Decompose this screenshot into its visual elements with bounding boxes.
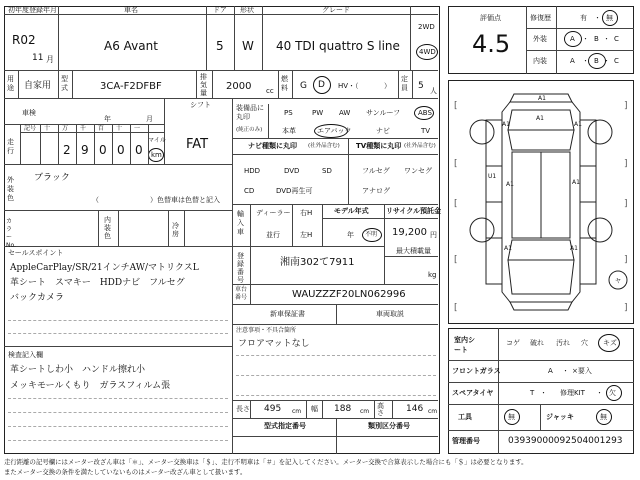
mileage-digit-header: 十 [44,125,51,132]
nav-item: HDD [244,167,261,175]
color-no-label: カラーNo. [6,218,16,249]
length-label: 長さ [236,405,250,413]
mileage-unit-km: km [151,151,162,159]
bracket-r5: ] [624,303,628,313]
registration-value: 湘南302て7911 [280,257,355,268]
mileage-digit-header: 百 [98,125,105,132]
capacity-label: 定員 [401,75,408,92]
score-value: 4.5 [472,30,511,58]
fuel-g: G [300,81,307,91]
glass-item: ・ [562,367,569,375]
mileage-digit-header: 記号 [24,125,37,132]
model-name: A6 Avant [104,39,158,53]
length-unit: cm [292,408,302,415]
mileage-digit-header: 一 [134,125,141,132]
vin-label: 車台番号 [235,286,248,301]
notes-line: フロアマットなし [238,339,310,349]
nav-item: DVD [284,167,300,175]
reg-year-label: 初年度登録年月 [8,6,57,14]
model-year-unit: 年 [347,231,354,239]
sales-points-label: セールスポイント [8,249,64,257]
sales-point-line: 革シート スマキー HDDナビ フルセグ [10,278,185,288]
exterior-note-open: （ [92,196,99,204]
sales-point-line: AppleCarPlay/SR/21インチAW/マトリクスL [10,263,199,273]
interior-grade: A [570,57,575,65]
mileage-digit: 0 [135,143,143,157]
use-value: 自家用 [24,81,52,91]
reg-month: 11 [32,53,44,63]
capacity-unit: 人 [430,87,437,95]
fuel-hv: HV・（ [338,82,359,90]
diagram-label-rear-left: A1 [504,245,512,252]
equipment-sublabel: (純正のみ) [236,127,263,133]
fuel-d: D [318,80,325,90]
nav-item: SD [322,167,332,175]
bracket-l2: [ [454,159,458,169]
interior-seat-label: 室内シート [454,336,475,354]
grade-label: グレード [322,6,350,14]
spare-item: 欠 [609,389,616,397]
warranty-new: 新車保証書 [270,310,305,318]
inspection-month: 月 [146,115,153,123]
registration-label: 登録番号 [237,252,244,284]
equipment-label: 装備品に丸印 [236,104,264,121]
diagram-label-left-side: U1 [488,173,497,180]
warranty-manual: 車両取説 [376,310,404,318]
import-parallel: 並行 [266,231,280,239]
import-dealer: ディーラー [256,209,291,217]
mileage-digit-header: 千 [80,125,87,132]
interior-grade: B [594,57,599,65]
recycle-value: 19,200 [392,227,427,238]
door-count: 5 [216,39,224,53]
reg-year: R02 [12,33,36,47]
spare-item: T [530,389,535,397]
exterior-label: 外装色 [7,176,14,202]
repair-label: 修復歴 [530,14,551,22]
recycle-yen: 円 [430,231,437,239]
exterior-color: ブラック [34,173,70,183]
diagram-label-right-door: A1 [572,179,580,186]
bracket-r1: ] [624,101,628,111]
mileage-digit: 0 [117,143,125,157]
shape-label: 形状 [240,6,254,14]
mileage-unit-mile: マイル [148,137,166,144]
car-damage-diagram [448,80,634,324]
equipment-item: サンルーフ [366,109,401,117]
nav-item: DVD再生可 [276,187,313,195]
type-label: 型式 [61,75,68,92]
mileage-label: 走行 [7,138,14,155]
equipment-item: エアバック [317,127,352,135]
exterior-grade-label: 外装 [533,35,547,43]
footer-note-1: 走行距離の記号欄にはメーター改ざん車は「＊」、メーター交換車は「＄」、走行不明車は「＃」を記入してください。メーター交換で合算表示した場合にも「＄」は必要となります。 [4,458,528,466]
repair-no: 無 [606,14,613,22]
grade-sep: ・ [582,57,589,65]
glass-item: ×要入 [572,367,592,375]
seat-item: 破れ [530,339,544,347]
glass-item: A [548,367,553,375]
fuel-hv-close: ） [384,82,391,90]
spare-item: ・ [540,389,547,397]
tv-label: TV種類に丸印 [356,142,402,150]
use-label: 用途 [7,75,14,92]
cold-label: 冷房 [172,222,179,238]
jack-value: 無 [600,413,607,421]
width-unit: cm [360,408,370,415]
exterior-note: ）色替車は色替と記入 [150,196,220,204]
notes-label: 注意事項・不具合箇所 [236,327,297,334]
interior-grade: C [614,57,619,65]
spare-item: ・ [596,389,603,397]
tv-item: アナログ [362,187,390,195]
body-shape: W [242,39,254,53]
bracket-r2: ] [624,159,628,169]
height-value: 146 [406,404,424,414]
seat-item: 汚れ [556,339,570,347]
shift-label: シフト [190,101,211,109]
interior-color-label: 内装色 [104,216,111,240]
equipment-item: ナビ [376,127,390,135]
repair-sep: ・ [594,14,601,22]
class-label: 類別区分番号 [368,422,410,430]
diagram-label-front: A1 [538,95,546,102]
inspector-label: 検査記入欄 [8,351,43,359]
import-left: 左H [300,231,313,239]
grade-sep: ・ [582,35,589,43]
recycle-label: リサイクル預託金 [386,207,442,215]
jack-label: ジャッキ [546,413,574,421]
type-cert-label: 型式指定番号 [264,422,306,430]
fuel-label: 燃料 [281,75,288,92]
exterior-grade: A [570,35,575,43]
bracket-r4: ] [624,255,628,265]
height-unit: cm [428,408,438,415]
cc-unit: cc [266,87,274,95]
displacement-value: 2000 [226,81,252,92]
diagram-label-left-door: A1 [506,181,514,188]
shift-value: FAT [186,137,209,152]
repair-yes: 有 [580,14,587,22]
drive-2wd: 2WD [418,23,435,31]
diagram-label-hood: A1 [536,115,544,122]
max-load-kg: kg [428,271,437,279]
grade-value: 40 TDI quattro S line [276,39,400,53]
nav-item: CD [244,187,255,195]
max-load-label: 最大積載量 [396,247,431,255]
length-value: 495 [264,404,282,414]
bracket-r3: ] [624,199,628,209]
diagram-label-rear-right: A1 [570,245,578,252]
import-right: 右H [300,209,313,217]
footer-note-2: またメーター交換の条件を満たしていないものはメーター改ざん車として扱います。 [4,468,247,476]
tv-sub: (社外品含む) [404,143,436,149]
nav-sub: (社外品含む) [308,143,340,149]
equipment-item: PW [312,109,324,117]
control-value: 03939000092504001293 [508,436,623,446]
model-label: 車名 [124,6,138,14]
inspection-year: 年 [104,115,111,123]
import-label: 輸入車 [237,210,244,236]
bracket-l4: [ [454,255,458,265]
interior-grade-label: 内装 [533,57,547,65]
inspector-line: 革シートしわ小 ハンドル擦れ小 [10,365,146,375]
reg-month-unit: 月 [46,55,54,64]
seat-item: コゲ [506,339,520,347]
diagram-label-right-front: A1 [574,121,582,128]
width-label: 幅 [311,405,318,413]
mileage-digit-header: 十 [116,125,123,132]
bracket-l5: [ [454,303,458,313]
seat-item: キズ [603,339,617,347]
model-year-label: モデル年式 [334,207,369,215]
spare-tire-label: スペアタイヤ [452,389,494,397]
equipment-item: ABS [418,109,432,117]
tv-item: ワンセグ [404,167,432,175]
tv-item: フルセグ [362,167,390,175]
front-glass-label: フロントガラス [452,367,501,375]
tools-value: 無 [508,413,515,421]
mileage-digit: 9 [81,143,89,157]
grade-sep: ・ [603,57,610,65]
drive-4wd: 4WD [419,48,436,56]
door-label: ドア [213,6,227,14]
mileage-digit: 2 [63,143,71,157]
model-year-unknown: 不明 [365,231,378,238]
capacity-value: 5 [418,81,424,91]
diagram-spare-ya: ヤ [615,278,622,285]
mileage-digit: 0 [99,143,107,157]
mileage-digit-header: 万 [62,125,69,132]
equipment-item: TV [421,127,431,135]
sales-point-line: バックカメラ [10,293,65,303]
inspection-label: 車検 [22,109,36,117]
equipment-item: AW [339,109,351,117]
width-value: 188 [334,404,352,414]
spare-item: 修理KIT [560,389,585,397]
seat-item: 穴 [581,339,588,347]
diagram-label-left-front: A1 [502,121,510,128]
equipment-item: PS [284,109,293,117]
vin-value: WAUZZZF20LN062996 [292,289,406,300]
tools-label: 工具 [458,413,472,421]
score-label: 評価点 [480,14,501,22]
displacement-label: 排気量 [200,73,207,97]
exterior-grade: C [614,35,619,43]
nav-label: ナビ種類に丸印 [248,142,297,150]
exterior-grade: B [594,35,599,43]
type-value: 3CA-F2DFBF [100,81,162,92]
control-label: 管理番号 [452,437,480,445]
bracket-l1: [ [454,101,458,111]
equipment-item: 本革 [282,127,296,135]
height-label: 高さ [377,402,384,417]
inspector-line: メッキモールくもり ガラスフィルム張 [10,381,171,391]
bracket-l3: [ [454,199,458,209]
grade-sep: ・ [603,35,610,43]
